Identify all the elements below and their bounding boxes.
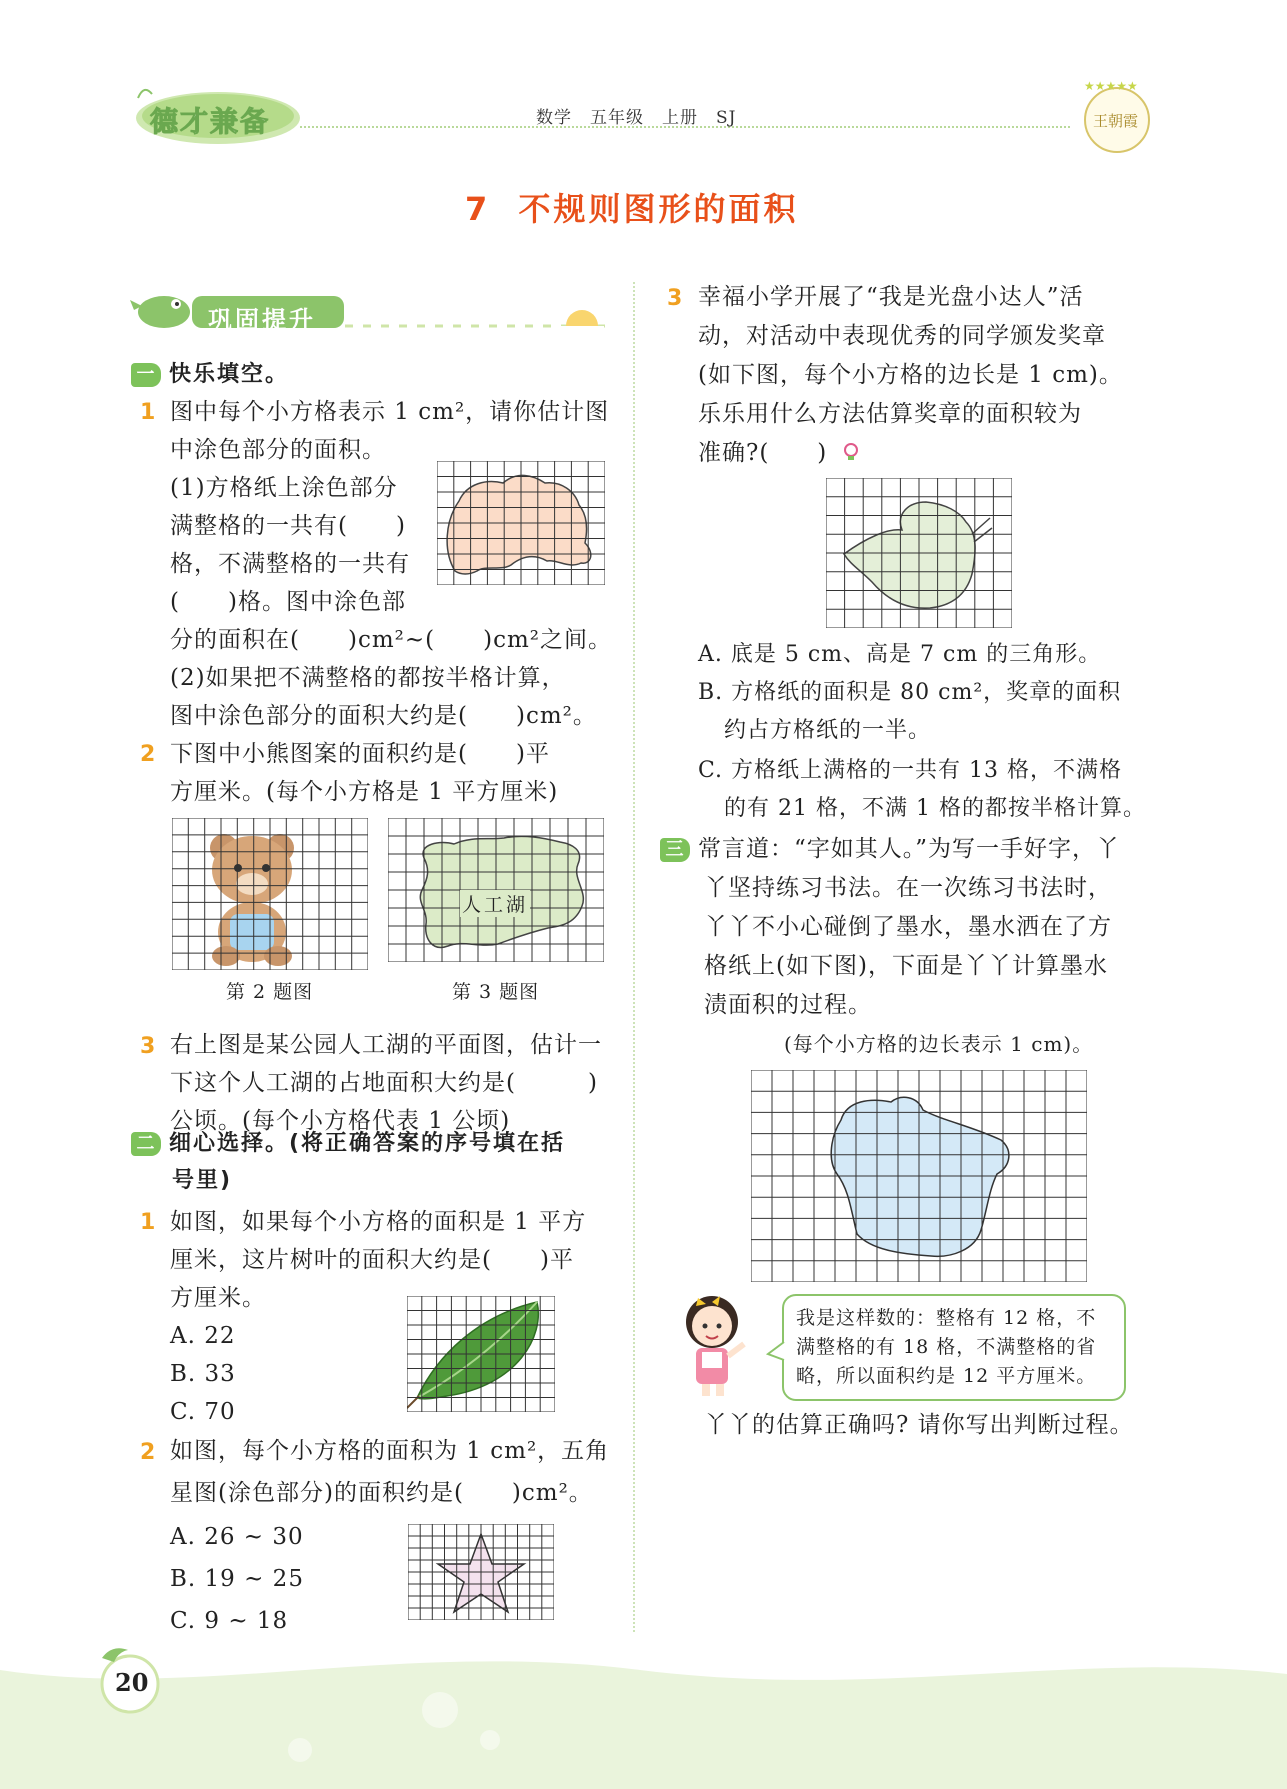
- page-number: 20: [115, 1668, 149, 1697]
- q3-number: 3: [140, 1034, 156, 1059]
- section3-badge: 三: [660, 838, 690, 862]
- q2-line: 下图中小熊图案的面积约是( )平: [170, 741, 550, 767]
- section3-line: 常言道：“字如其人。”为写一手好字，丫: [698, 836, 1121, 862]
- q1-line: 中涂色部分的面积。: [170, 437, 386, 463]
- q3-line: 下这个人工湖的占地面积大约是( ): [170, 1070, 598, 1096]
- ink-grid-figure: [751, 1070, 1087, 1282]
- bear-grid-figure: [172, 818, 368, 970]
- section2-title-cont: 号里): [172, 1168, 233, 1193]
- s2-q1-option: C. 70: [170, 1399, 236, 1425]
- logo-text: 德才兼备: [150, 105, 271, 138]
- s2-q3-option: B. 方格纸的面积是 80 cm²，奖章的面积: [698, 680, 1122, 705]
- svg-text:★★★★★: ★★★★★: [1084, 79, 1138, 93]
- s2-q1-line: 方厘米。: [170, 1285, 266, 1311]
- s2-q2-number: 2: [140, 1440, 156, 1465]
- figure-caption-q2: 第 2 题图: [226, 981, 314, 1003]
- section3-line: 丫坚持练习书法。在一次练习书法时，: [704, 875, 1112, 901]
- section3-heading: [660, 830, 1120, 868]
- section3-note: (每个小方格的边长表示 1 cm)。: [784, 1032, 1094, 1056]
- s2-q3-option: 的有 21 格，不满 1 格的都按半格计算。: [724, 796, 1146, 821]
- figure-caption-q3: 第 3 题图: [452, 981, 540, 1003]
- bear-icon: [210, 834, 294, 966]
- s2-q3-line: 动，对活动中表现优秀的同学颁发奖章: [698, 323, 1106, 349]
- section3-line: 渍面积的过程。: [704, 992, 872, 1018]
- section3-line: 丫丫不小心碰倒了墨水，墨水洒在了方: [704, 914, 1112, 940]
- publisher-seal-text: 王朝霞: [1093, 112, 1139, 130]
- s2-q3-option: A. 底是 5 cm、高是 7 cm 的三角形。: [698, 642, 1102, 667]
- leaf-grid-figure: [407, 1296, 555, 1412]
- s2-q3-line: 准确?( ): [698, 440, 828, 466]
- q2-line: 方厘米。(每个小方格是 1 平方厘米): [170, 779, 559, 805]
- bubble-line: 略，所以面积约是 12 平方厘米。: [796, 1365, 1097, 1387]
- s2-q1-option: A. 22: [170, 1323, 236, 1349]
- s2-q1-line: 厘米，这片树叶的面积大约是( )平: [170, 1247, 574, 1273]
- header-info: 数学 五年级 上册 SJ: [536, 108, 737, 128]
- s2-q3-option: C. 方格纸上满格的一共有 13 格，不满格: [698, 758, 1123, 783]
- q3-line: 公顷。(每个小方格代表 1 公顷): [170, 1108, 511, 1134]
- s2-q1-line: 如图，如果每个小方格的面积是 1 平方: [170, 1209, 587, 1235]
- q1-line: 格，不满整格的一共有: [170, 551, 410, 577]
- q1-line: 图中涂色部分的面积大约是( )cm²。: [170, 703, 597, 729]
- q1-line: 图中每个小方格表示 1 cm²，请你估计图: [170, 399, 610, 425]
- section1-heading: [131, 355, 289, 394]
- section1-title: 快乐填空。: [169, 362, 290, 387]
- section1-badge: 一: [131, 363, 161, 387]
- q2-number: 2: [140, 742, 156, 767]
- footer-wave: [0, 1640, 1287, 1789]
- s2-q2-option: A. 26 ~ 30: [170, 1524, 304, 1550]
- s2-q3-number: 3: [667, 286, 683, 311]
- medal-grid-figure: [826, 478, 1012, 628]
- bubble-line: 满整格的有 18 格，不满整格的省: [796, 1336, 1097, 1358]
- s2-q2-option: B. 19 ~ 25: [170, 1566, 304, 1592]
- q1-line: 分的面积在( )cm²~( )cm²之间。: [170, 627, 612, 653]
- section-banner-title: 巩固提升: [208, 306, 316, 334]
- section3-line: 格纸上(如下图)，下面是丫丫计算墨水: [704, 953, 1108, 979]
- column-divider: [633, 282, 635, 1632]
- q1-line: (1)方格纸上涂色部分: [170, 475, 398, 501]
- s2-q2-line: 星图(涂色部分)的面积约是( )cm²。: [170, 1480, 593, 1506]
- lake-label: 人工湖: [460, 890, 530, 917]
- s2-q1-number: 1: [140, 1210, 156, 1235]
- q1-line: ( )格。图中涂色部: [170, 589, 406, 615]
- q1-number: 1: [140, 400, 156, 425]
- section2-title: 细心选择。(将正确答案的序号填在括: [169, 1131, 566, 1156]
- q1-line: 满整格的一共有( ): [170, 513, 406, 539]
- s2-q1-option: B. 33: [170, 1361, 236, 1387]
- hint-bulb-icon: [842, 442, 860, 462]
- header: [0, 0, 1287, 160]
- s2-q3-option: 约占方格纸的一半。: [724, 718, 932, 743]
- q1-grid-figure: [437, 461, 605, 585]
- q1-line: (2)如果把不满整格的都按半格计算，: [170, 665, 566, 691]
- page-title: 7 不规则图形的面积: [465, 190, 799, 228]
- section2-heading: [131, 1124, 565, 1163]
- s2-q3-line: (如下图，每个小方格的边长是 1 cm)。: [698, 362, 1123, 388]
- star-grid-figure: [408, 1524, 554, 1620]
- bubble-tail: [766, 1340, 786, 1364]
- bubble-line: 我是这样数的：整格有 12 格，不: [796, 1307, 1097, 1329]
- s2-q3-line: 乐乐用什么方法估算奖章的面积较为: [698, 401, 1082, 427]
- speech-bubble: [782, 1294, 1126, 1401]
- s2-q2-option: C. 9 ~ 18: [170, 1608, 289, 1634]
- s2-q2-line: 如图，每个小方格的面积为 1 cm²，五角: [170, 1438, 610, 1464]
- q3-line: 右上图是某公园人工湖的平面图，估计一: [170, 1032, 602, 1058]
- section3-question: 丫丫的估算正确吗? 请你写出判断过程。: [704, 1412, 1134, 1438]
- section-banner-shape: [130, 282, 610, 340]
- section2-badge: 二: [131, 1132, 161, 1156]
- s2-q3-line: 幸福小学开展了“我是光盘小达人”活: [698, 284, 1084, 310]
- girl-character-icon: [672, 1290, 754, 1398]
